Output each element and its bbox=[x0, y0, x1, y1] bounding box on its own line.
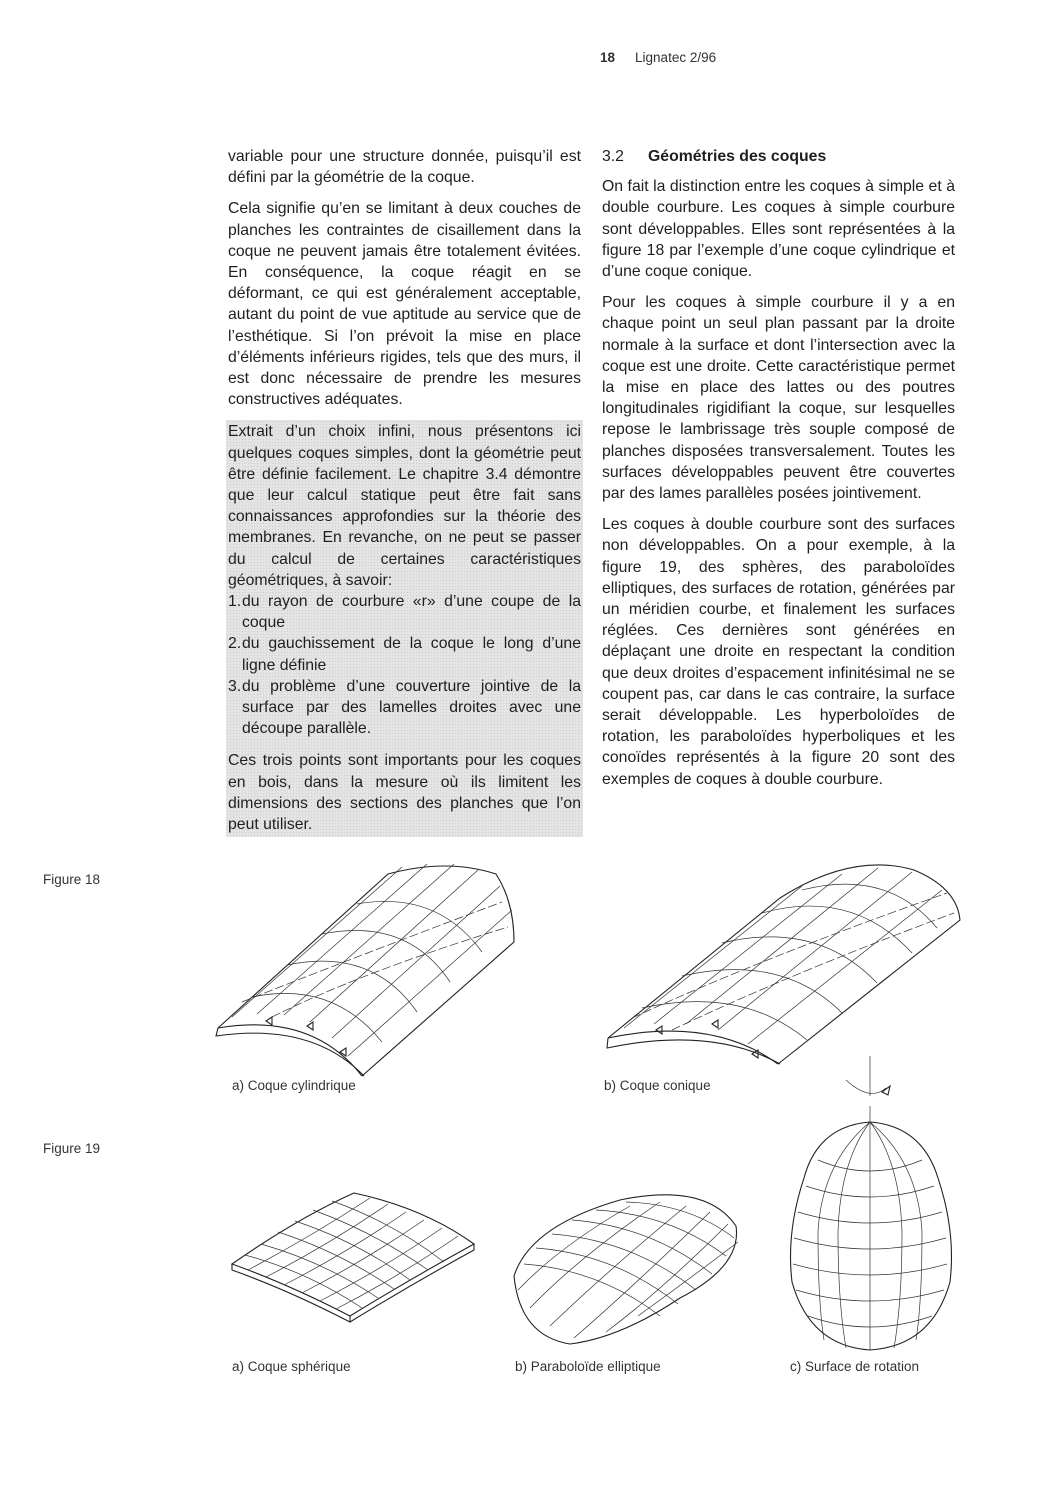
right-column bbox=[602, 146, 955, 800]
section-heading bbox=[602, 146, 955, 167]
section-number: 3.2 bbox=[602, 148, 624, 165]
publication-title: Lignatec 2/96 bbox=[635, 50, 717, 65]
paragraph: variable pour une structure donnée, puisqu’il est défini par la géométrie de la coque. bbox=[228, 148, 581, 187]
surface-of-rotation-drawing bbox=[782, 1052, 974, 1354]
paragraph: Pour les coques à simple courbure il y a en chaque point un seul plan passant par la droite normale à la surface et dont l’intersection avec la coque est une droite. Cette caractéristique permet la mise en place des lattes ou des poutres longitudinales rigidifiant la coque, sur lesquelles repose le lambrissage très souple composé de planches disposées transversalement. Toutes les surfaces développables peuvent être couvertes par des lames parallèles posées jointivement. bbox=[602, 294, 955, 503]
conical-shell-drawing bbox=[602, 858, 972, 1068]
figure-18-label: Figure 18 bbox=[43, 872, 101, 887]
elliptic-paraboloid-drawing bbox=[510, 1186, 746, 1348]
page-number: 18 bbox=[600, 50, 616, 65]
figure-19b-caption: b) Paraboloïde elliptique bbox=[515, 1359, 661, 1374]
highlight-intro: Extrait d’un choix infini, nous présentons ici quelques coques simples, dont la géométrie peut être définie facilement. Le chapitre 3.4 démontre que leur calcul statique peut être fait sans connaissances approfondies sur la théorie des membranes. En revanche, on ne peut se passer du calcul de certaines caractéristiques géométriques, à savoir: bbox=[228, 423, 581, 589]
figure-19-label: Figure 19 bbox=[43, 1141, 101, 1156]
page-header bbox=[600, 50, 716, 65]
left-column bbox=[228, 146, 581, 837]
section-title: Géométries des coques bbox=[648, 148, 827, 165]
cylindrical-shell-drawing bbox=[212, 862, 584, 1077]
highlight-closing: Ces trois points sont importants pour les coques en bois, dans la mesure où ils limitent les dimensions des sections des planches que l’on peut utiliser. bbox=[228, 752, 581, 834]
figure-19c-caption: c) Surface de rotation bbox=[790, 1359, 920, 1374]
highlight-box bbox=[226, 420, 583, 837]
figure-18a-caption: a) Coque cylindrique bbox=[232, 1078, 356, 1093]
paragraph: Les coques à double courbure sont des surfaces non développables. On a pour exemple, à la figure 19, des sphères, des paraboloïdes elliptiques, des surfaces de rotation, générées par un méridien courbe, et finalement les surfaces réglées. Ces dernières sont générées en déplaçant une droite en respectant la condition que deux droites d’espacement infinitésimal ne se coupent pas, car dans le cas contraire, la surface serait développable. Les hyperboloïdes de rotation, les paraboloïdes hyperboliques et les conoïdes représentés à la figure 20 sont des exemples de coques à double courbure. bbox=[602, 516, 955, 788]
criteria-list bbox=[228, 591, 581, 739]
list-item: 3. du problème d’une couverture jointive de la surface par des lamelles droites avec une découpe parallèle. bbox=[228, 677, 581, 738]
list-item: 1. du rayon de courbure «r» d’une coupe de la coque bbox=[228, 593, 581, 632]
list-item: 2. du gauchissement de la coque le long d’une ligne définie bbox=[228, 635, 581, 674]
paragraph: Cela signifie qu’en se limitant à deux couches de planches les contraintes de cisaillement dans la coque ne peuvent jamais être totalement évitées. En conséquence, la coque réagit en se déformant, ce qui est généralement acceptable, autant du point de vue aptitude au service que de l’esthétique. Si l’on prévoit la mise en place d’éléments inférieurs rigides, tels que des murs, il est donc nécessaire de prendre les mesures constructives adéquates. bbox=[228, 200, 581, 409]
figure-18b-caption: b) Coque conique bbox=[604, 1078, 711, 1093]
figure-19a-caption: a) Coque sphérique bbox=[232, 1359, 351, 1374]
paragraph: On fait la distinction entre les coques à simple et à double courbure. Les coques à simple courbure sont développables. Elles sont représentées à la figure 18 par l’exemple d’une coque cylindrique et d’une coque conique. bbox=[602, 178, 955, 281]
spherical-shell-drawing bbox=[228, 1188, 480, 1323]
